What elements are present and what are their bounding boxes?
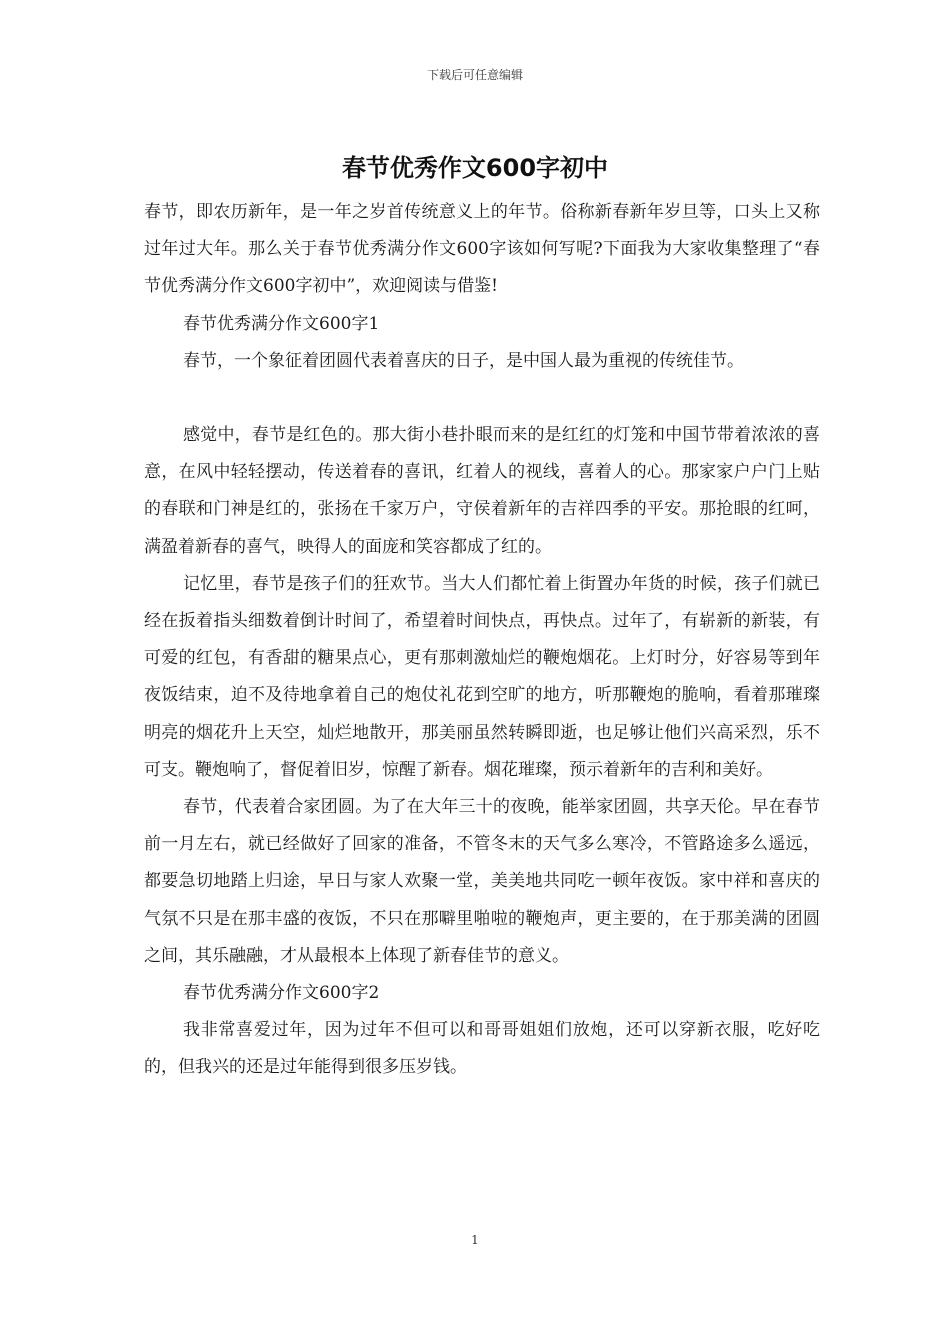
body-paragraph: 我非常喜爱过年，因为过年不但可以和哥哥姐姐们放炮，还可以穿新衣服，吃好吃的，但我兴的还是过年能得到很多压岁钱。 [144, 1020, 820, 1078]
page-header-note: 下载后可任意编辑 [426, 68, 523, 82]
body-paragraph: 记忆里，春节是孩子们的狂欢节。当大人们都忙着上街置办年货的时候，孩子们就已经在扳着指头细数着倒计时间了，希望着时间快点，再快点。过年了，有崭新的新装，有可爱的红包，有香甜的糖果点心，更有那刺激灿烂的鞭炮烟花。上灯时分，好容易等到年夜饭结束，迫不及待地拿着自己的炮仗礼花到空旷的地方，听那鞭炮的脆响，看着那璀璨明亮的烟花升上天空，灿烂地散开，那美丽虽然转瞬即逝，也足够让他们兴高采烈，乐不可支。鞭炮响了，督促着旧岁，惊醒了新春。烟花璀璨，预示着新年的吉利和美好。 [144, 573, 820, 780]
section-heading-1: 春节优秀满分作文600字1 [183, 313, 380, 334]
document-body [144, 194, 820, 1087]
body-paragraph: 春节，一个象征着团圆代表着喜庆的日子，是中国人最为重视的传统佳节。 [183, 350, 744, 371]
body-paragraph: 春节，代表着合家团圆。为了在大年三十的夜晚，能举家团圆，共享天伦。早在春节前一月左右，就已经做好了回家的准备，不管冬末的天气多么寒冷，不管路途多么遥远，都要急切地踏上归途，早日与家人欢聚一堂，美美地共同吃一顿年夜饭。家中祥和喜庆的气氛不只是在那丰盛的夜饭，不只在那噼里啪啦的鞭炮声，更主要的，在于那美满的团圆之间，其乐融融，才从最根本上体现了新春佳节的意义。 [144, 797, 820, 966]
section-heading-2: 春节优秀满分作文600字2 [183, 983, 380, 1004]
page-number: 1 [471, 1233, 479, 1247]
document-title: 春节优秀作文600字初中 [341, 154, 609, 182]
body-paragraph: 感觉中，春节是红色的。那大街小巷扑眼而来的是红红的灯笼和中国节带着浓浓的喜意，在风中轻轻摆动，传送着春的喜讯，红着人的视线，喜着人的心。那家家户户门上贴的春联和门神是红的，张扬在千家万户，守侯着新年的吉祥四季的平安。那抢眼的红呵，满盈着新春的喜气，映得人的面庞和笑容都成了红的。 [144, 425, 820, 557]
intro-paragraph: 春节，即农历新年，是一年之岁首传统意义上的年节。俗称新春新年岁旦等，口头上又称过年过大年。那么关于春节优秀满分作文600字该如何写呢?下面我为大家收集整理了“春节优秀满分作文600字初中”，欢迎阅读与借鉴! [144, 202, 820, 297]
